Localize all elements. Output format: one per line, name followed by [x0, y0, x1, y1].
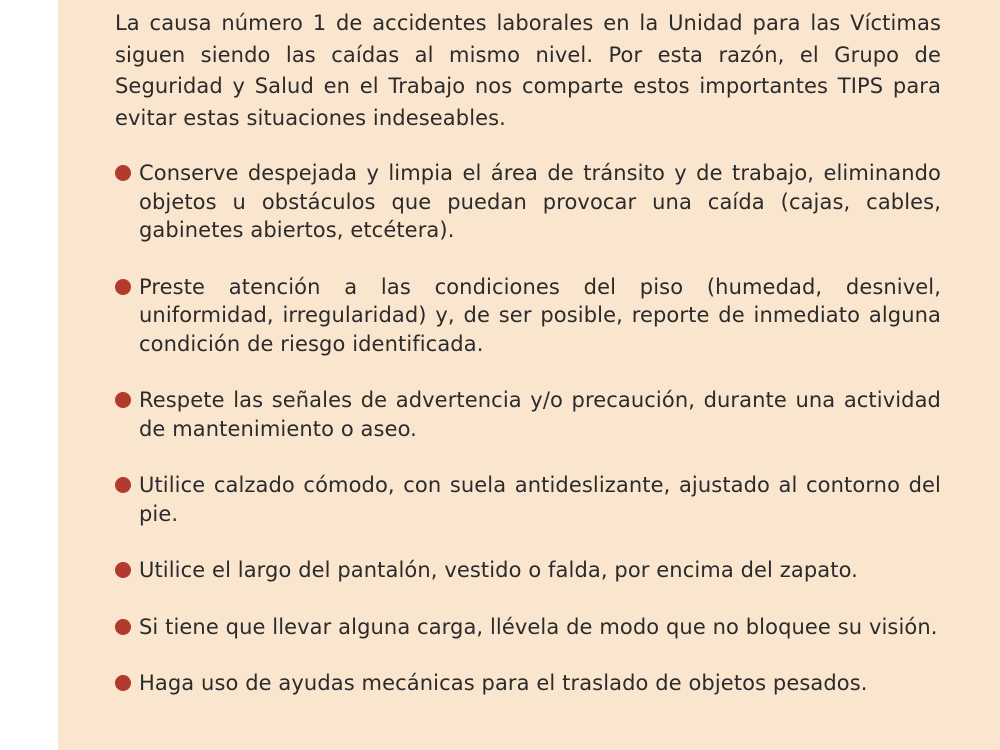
bullet-dot-icon	[115, 392, 131, 408]
bullet-dot-icon	[115, 279, 131, 295]
document-panel	[58, 0, 1000, 750]
list-item	[115, 159, 941, 245]
tip-text: Preste atención a las condiciones del piso (humedad, desnivel, uniformidad, irregularidad) y, de ser posible, reporte de inmediato alguna condición de riesgo identificada.	[139, 274, 941, 356]
bullet-dot-icon	[115, 619, 131, 635]
tip-text: Si tiene que llevar alguna carga, llévela de modo que no bloquee su visión.	[139, 614, 938, 639]
list-item	[115, 613, 941, 642]
bullet-dot-icon	[115, 477, 131, 493]
tip-text: Conserve despejada y limpia el área de tránsito y de trabajo, eliminando objetos u obstáculos que puedan provocar una caída (cajas, cables, gabinetes abiertos, etcétera).	[139, 161, 941, 242]
list-item	[115, 273, 941, 359]
tip-text: Utilice calzado cómodo, con suela antideslizante, ajustado al contorno del pie.	[139, 473, 941, 526]
tip-text: Utilice el largo del pantalón, vestido o falda, por encima del zapato.	[139, 558, 858, 582]
list-item	[115, 471, 941, 528]
tip-text: Respete las señales de advertencia y/o precaución, durante una actividad de mantenimiento o aseo.	[139, 388, 941, 441]
tips-list	[115, 159, 941, 698]
list-item	[115, 556, 941, 585]
list-item	[115, 669, 941, 698]
document-content	[115, 8, 941, 698]
bullet-dot-icon	[115, 165, 131, 181]
intro-paragraph: La causa número 1 de accidentes laborales en la Unidad para las Víctimas siguen siendo las caídas al mismo nivel. Por esta razón, el Grupo de Seguridad y Salud en el Trabajo nos comparte estos importantes TIPS para evitar estas situaciones indeseables.	[115, 11, 941, 130]
bullet-dot-icon	[115, 675, 131, 691]
tip-text: Haga uso de ayudas mecánicas para el traslado de objetos pesados.	[139, 671, 868, 695]
list-item	[115, 386, 941, 443]
bullet-dot-icon	[115, 562, 131, 578]
